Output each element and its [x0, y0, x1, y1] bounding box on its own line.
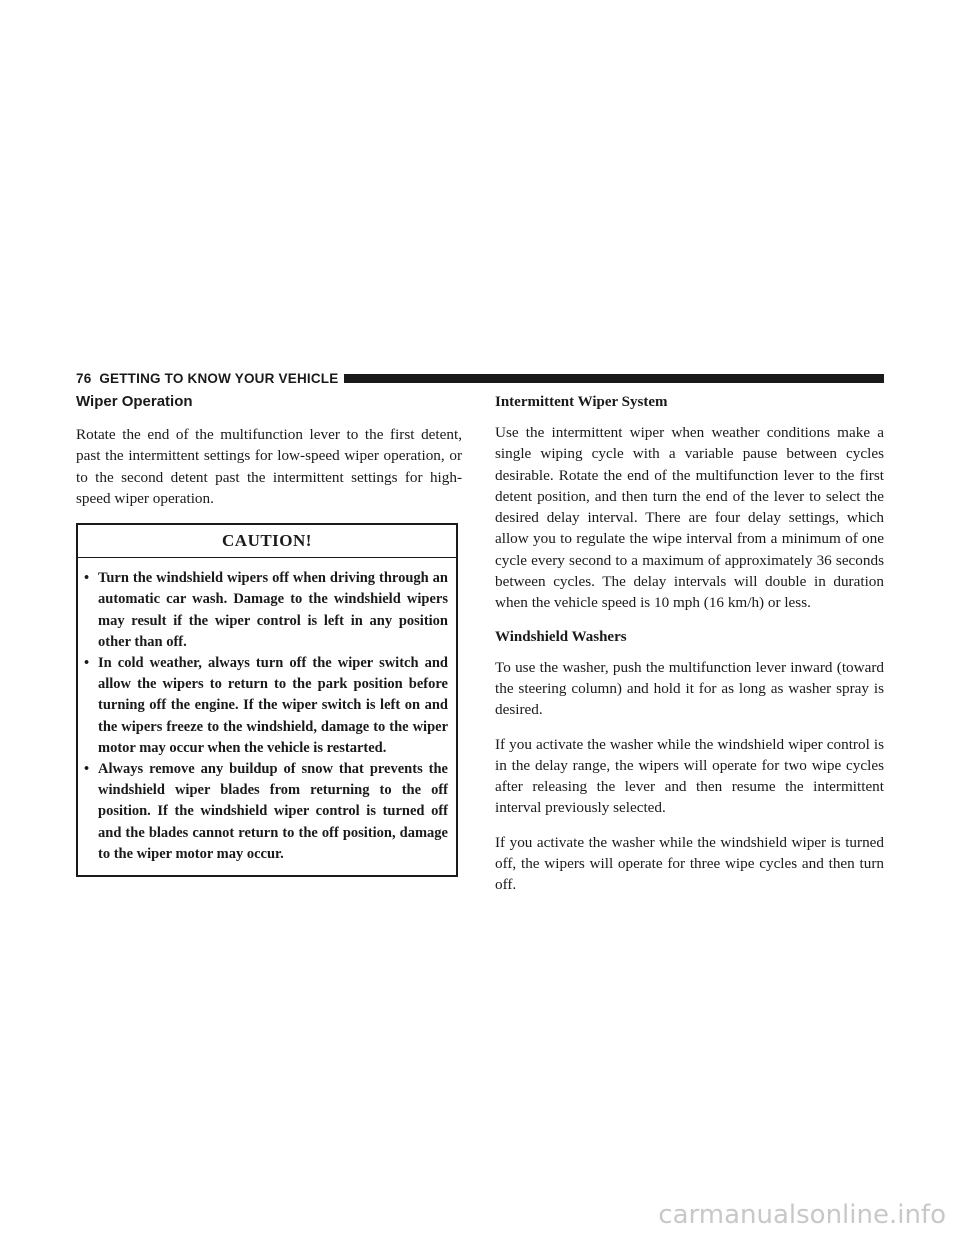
- page-header-text: [76, 371, 338, 386]
- caution-list: [78, 558, 456, 875]
- right-column: [495, 392, 884, 909]
- caution-item: [84, 568, 448, 653]
- caution-item: [84, 653, 448, 759]
- intermittent-wiper-heading: Intermittent Wiper System: [495, 394, 668, 410]
- wiper-operation-paragraph: Rotate the end of the multifunction lever to the first detent, past the intermittent settings for low-speed wiper operation, or to the second detent past the intermittent settings for high-speed wiper operation.: [76, 426, 462, 507]
- bullet-icon: •: [84, 761, 90, 778]
- bullet-icon: •: [84, 570, 90, 587]
- washers-paragraph: If you activate the washer while the windshield wiper is turned off, the wipers will operate for three wipe cycles and then turn off.: [495, 833, 884, 894]
- caution-box: [76, 523, 458, 877]
- wiper-operation-heading: Wiper Operation: [76, 393, 193, 410]
- washers-paragraph: To use the washer, push the multifunction lever inward (toward the steering column) and hold it for as long as washer spray is desired.: [495, 658, 884, 719]
- caution-item-text: Turn the windshield wipers off when driving through an automatic car wash. Damage to the windshield wipers may result if the wiper control is left in any position other than off.: [98, 570, 448, 650]
- bullet-icon: •: [84, 655, 90, 671]
- caution-title: CAUTION!: [78, 525, 456, 558]
- left-column: [76, 392, 462, 877]
- washers-paragraph: If you activate the washer while the windshield wiper control is in the delay range, the wipers will operate for two wipe cycles after releasing the lever and then resume the intermittent interval previously selected.: [495, 735, 884, 817]
- caution-item-text: Always remove any buildup of snow that prevents the windshield wiper blades from returning to the off position. If the windshield wiper control is turned off and the blades cannot return to the off position, damage to the wiper motor may occur.: [98, 761, 448, 862]
- windshield-washers-heading: Windshield Washers: [495, 628, 627, 645]
- page-number: 76: [76, 370, 92, 386]
- watermark: carmanualsonline.info: [658, 1200, 946, 1230]
- intermittent-wiper-paragraph: Use the intermittent wiper when weather conditions make a single wiping cycle with a variable pause between cycles desirable. Rotate the end of the multifunction lever to the first detent position, and then turn the end of the lever to select the desired delay interval. There are four delay settings, which allow you to regulate the wipe interval from a minimum of one cycle every second to a maximum of approximately 36 seconds between cycles. The delay intervals will double in duration when the vehicle speed is 10 mph (16 km/h) or less.: [495, 424, 884, 612]
- header-rule: [344, 374, 884, 383]
- caution-item: [84, 759, 448, 865]
- caution-item-text: In cold weather, always turn off the wiper switch and allow the wipers to return to the park position before turning off the engine. If the wiper switch is left on and the wipers freeze to the windshield, damage to the wiper motor may occur when the vehicle is restarted.: [98, 655, 448, 756]
- section-title: GETTING TO KNOW YOUR VEHICLE: [99, 370, 339, 386]
- page-header: [76, 369, 884, 387]
